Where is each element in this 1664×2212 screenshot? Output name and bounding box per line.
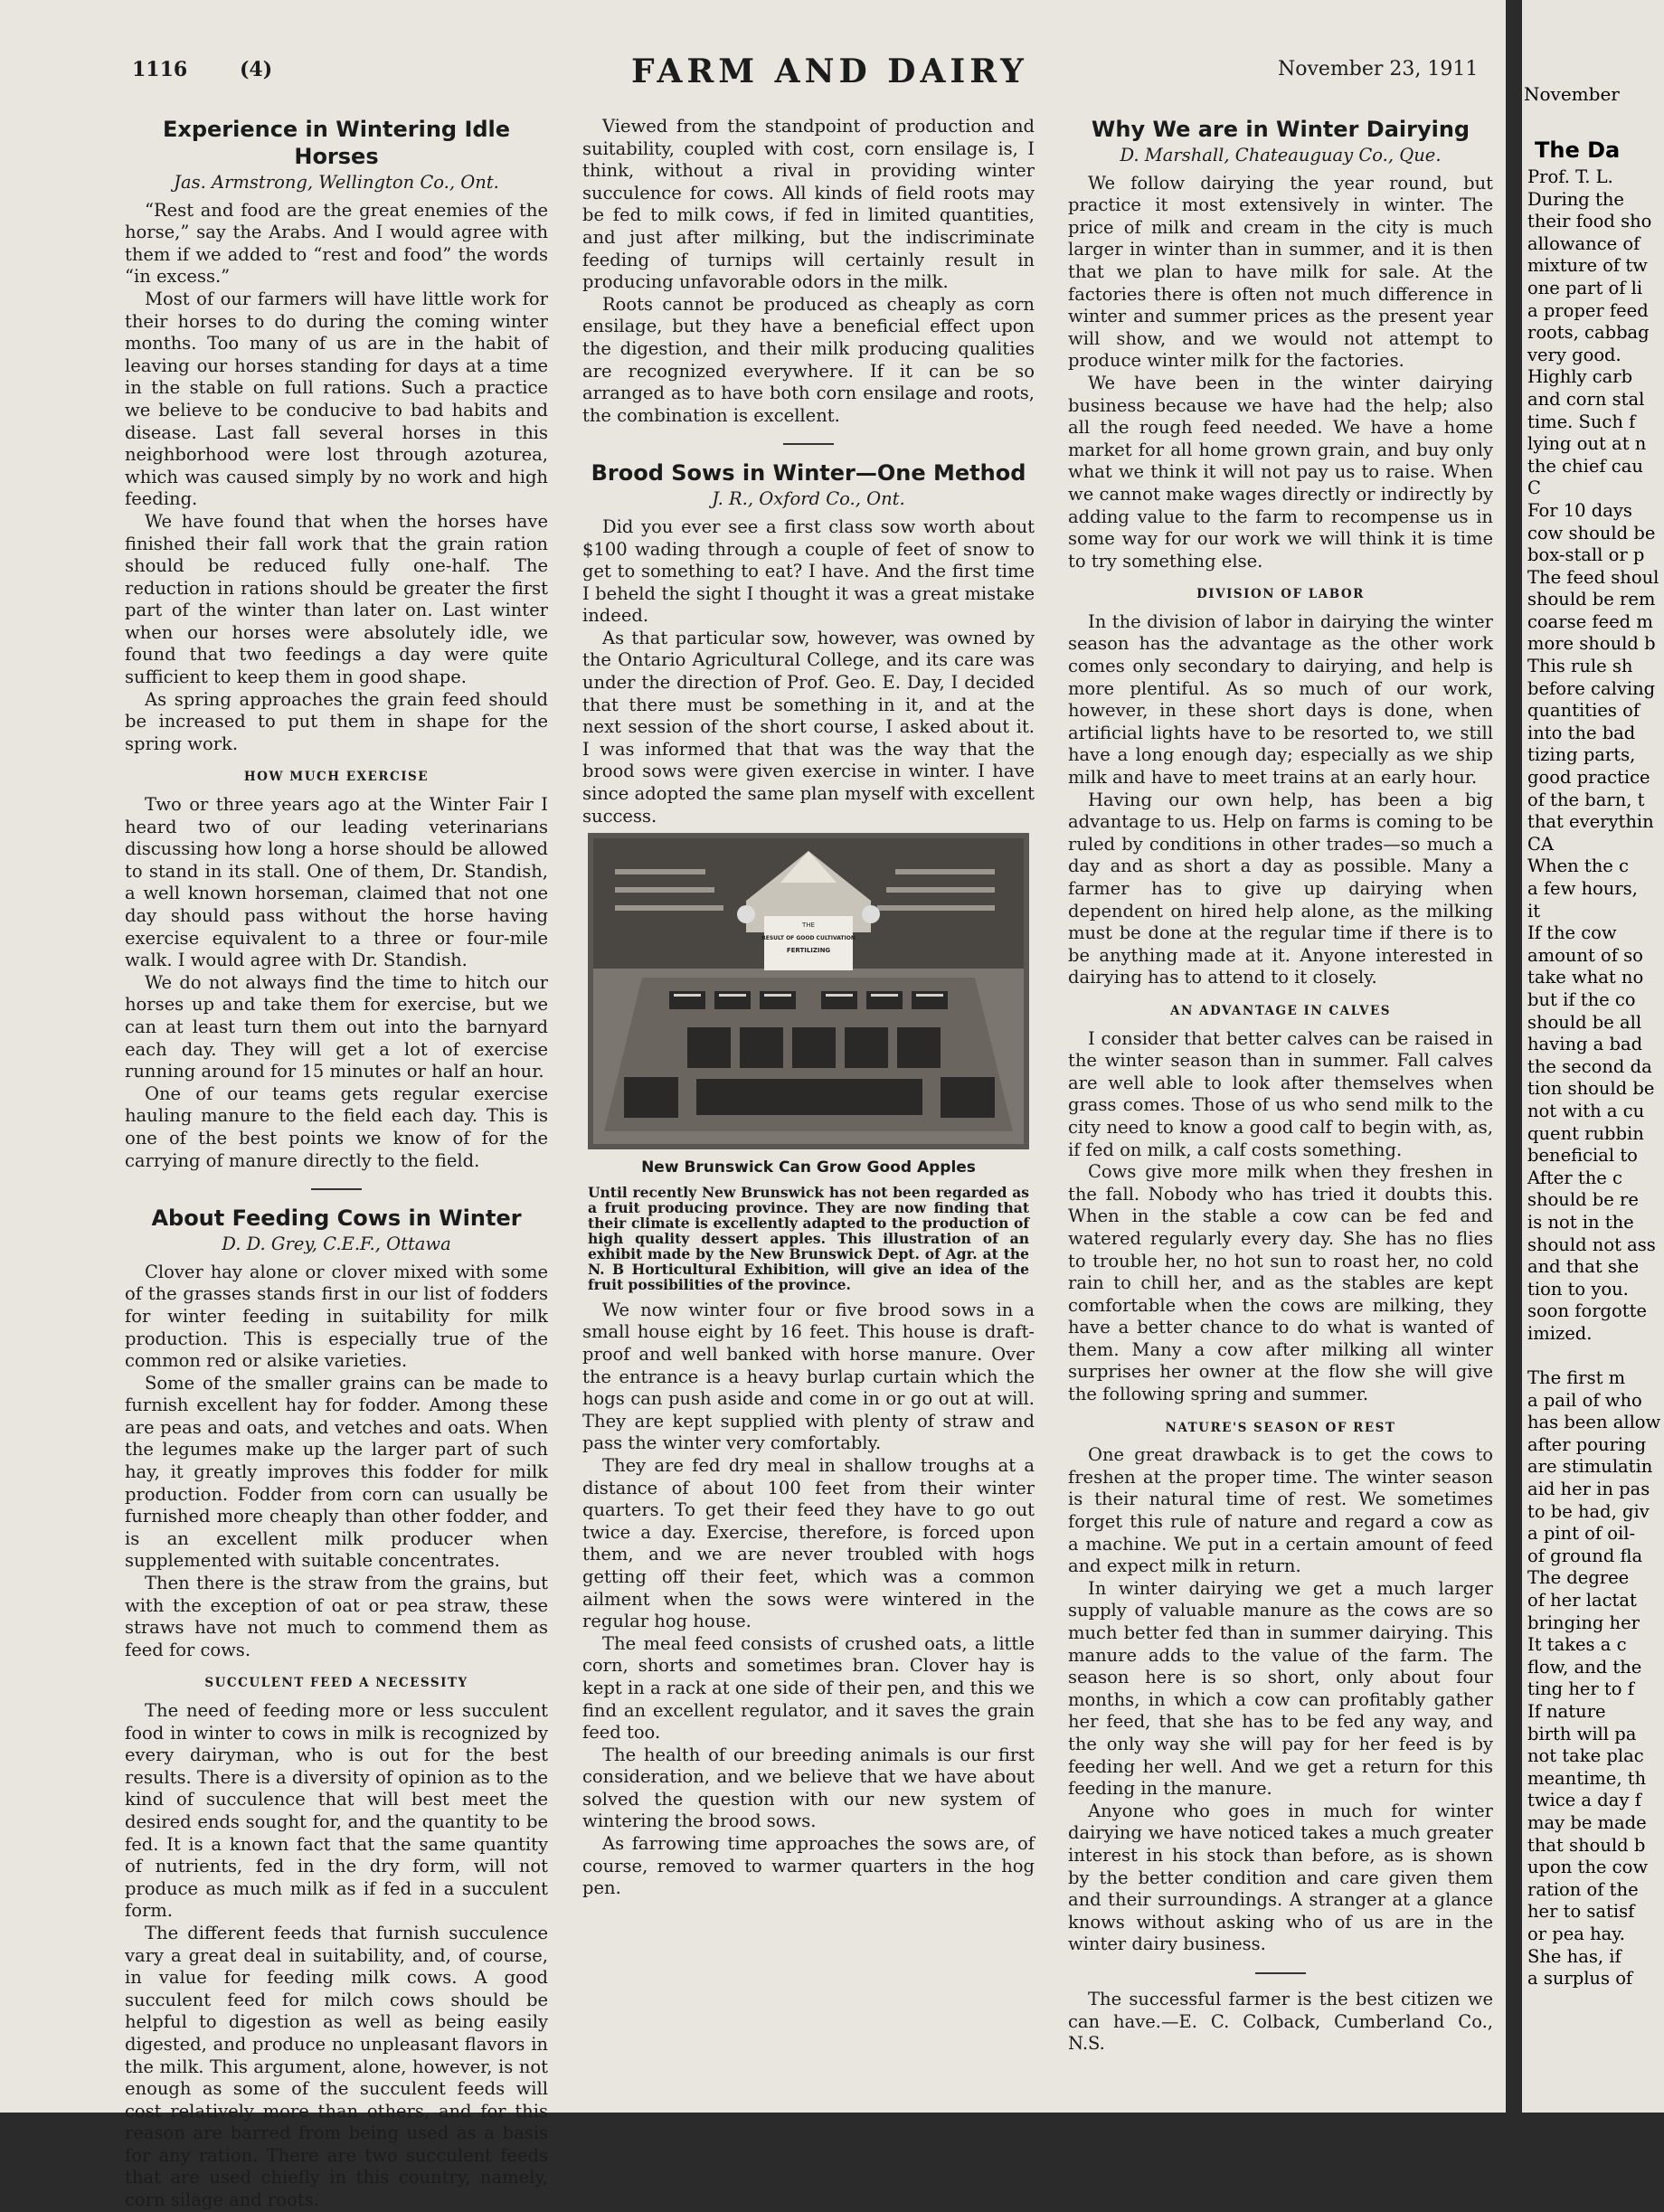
next-page-line: a proper feed [1527, 299, 1649, 321]
next-page-line: For 10 days [1527, 499, 1632, 521]
next-page-line: amount of so [1527, 944, 1643, 966]
next-page-line: time. Such f [1527, 411, 1636, 432]
next-page-line: should not ass [1527, 1234, 1656, 1255]
column-1 [125, 116, 548, 2211]
next-page-line: She has, if [1527, 1945, 1621, 1967]
paragraph: The need of feeding more or less succulent food in winter to cows in milk is recognized by every dairyman, who is out for the best results. There is a diversity of opinion as to the kind of succulence that will best meet the desired ends sought for, and the quantity to be fed. It is a known fact that the same quantity of nutrients, fed in the dry form, will not produce as much milk as if fed in a succulent form. [125, 1700, 548, 1922]
divider [1255, 1972, 1306, 1974]
next-page-line: of the barn, t [1527, 789, 1645, 810]
next-page-line: upon the cow [1527, 1857, 1649, 1878]
next-page-line: may be made [1527, 1811, 1647, 1833]
column-3 [1068, 116, 1493, 2087]
next-page-line: ting her to f [1527, 1678, 1634, 1700]
paragraph: As that particular sow, however, was owned by the Ontario Agricultural College, and its care was under the direction of Prof. Geo. E. Day, I decided that there must be something in it, and at the next session of the short course, I asked about it. I was informed that that was the way that the brood sows were given exercise in winter. I have since adopted the same plan myself with excellent success. [582, 627, 1035, 827]
byline: D. D. Grey, C.E.F., Ottawa [222, 1234, 451, 1255]
paragraph: Some of the smaller grains can be made to furnish excellent hay for fodder. Among these are peas and oats, and vetches and oats. When the legumes make up the larger part of such hay, it greatly improves this fodder for milk production. Fodder from corn can usually be furnished more cheaply than other fodder, and is an excellent milk producer when supplemented with suitable concentrates. [125, 1372, 548, 1572]
sign-line-3: FERTILIZING [786, 947, 831, 955]
next-page-line: of her lactat [1527, 1590, 1637, 1611]
paragraph: One of our teams gets regular exercise hauling manure to the field each day. This is one of the best points we know of for the carrying of manure directly to the field. [125, 1082, 548, 1171]
next-page-line: quantities of [1527, 700, 1640, 722]
paragraph: “Rest and food are the great enemies of the horse,” say the Arabs. And I would agree with them if we added to “rest and food” the words “in excess.” [125, 199, 548, 288]
paragraph: Two or three years ago at the Winter Fair I heard two of our leading veterinarians discussing how long a horse should be allowed to stand in its stall. One of them, Dr. Standish, a well known horseman, claimed that not one day should pass without the horse having exercise equivalent to a three or four-mile walk. I would agree with Dr. Standish. [125, 794, 548, 971]
next-page-line: bringing her [1527, 1612, 1640, 1633]
next-page-line: a surplus of [1527, 1968, 1633, 1990]
subheading: AN ADVANTAGE IN CALVES [1170, 1003, 1391, 1018]
paragraph: We have found that when the horses have finished their fall work that the grain ration should be reduced fully one-half. The reduction in rations should be greater the first part of the winter than later on. Last winter when our horses were absolutely idle, we found that two feedings a day were quite sufficient to keep them in good shape. [125, 510, 548, 688]
paragraph: One great drawback is to get the cows to freshen at the proper time. The winter season is their natural time of rest. We sometimes forget this rule of nature and regard a cow as a machine. We put in a certain amount of feed and expect milk in return. [1068, 1444, 1493, 1577]
next-page-line: allowance of [1527, 232, 1640, 254]
headline-feeding-cows: About Feeding Cows in Winter [151, 1205, 522, 1232]
next-page-line: birth will pa [1527, 1723, 1637, 1744]
paragraph: I consider that better calves can be raised in the winter season than in summer. Fall calves are well able to look after themselves when grass comes. Those of us who send milk to the city need to know a good calf to begin with, as, if fed on milk, a calf costs something. [1068, 1027, 1493, 1160]
next-page-line: C [1527, 477, 1541, 499]
byline: D. Marshall, Chateauguay Co., Que. [1120, 145, 1442, 165]
sign-line-2: RESULT OF GOOD CULTIVATION [761, 935, 856, 942]
paragraph: We now winter four or five brood sows in a small house eight by 16 feet. This house is draft-proof and well banked with horse manure. Over the entrance is a heavy burlap curtain which the hogs can push aside and come in or go out at will. They are kept supplied with plenty of straw and pass the winter very comfortably. [582, 1299, 1035, 1454]
paragraph: The health of our breeding animals is our first consideration, and we believe that we have about solved the question with our new system of wintering the brood sows. [582, 1744, 1035, 1832]
next-page-line: The degree [1527, 1567, 1630, 1589]
next-page-line: aid her in pas [1527, 1479, 1650, 1500]
next-page-lines [1527, 166, 1664, 1990]
paragraph: We have been in the winter dairying business because we have had the help; also all the rough feed needed. We have a home market for all home grown grain, and buy only what we think it will not pay us to raise. When we cannot make wages directly or indirectly by adding value to the farm to recompense us in some way for our work we will think it is time to try something else. [1068, 372, 1493, 572]
subheading: SUCCULENT FEED A NECESSITY [204, 1676, 468, 1691]
next-page-line: After the c [1527, 1167, 1622, 1188]
next-page-line: that should b [1527, 1834, 1646, 1856]
paragraph: In the division of labor in dairying the winter season has the advantage as the other work comes only secondary to dairying, and help is more plentiful. As so much of our work, however, in these short days is done, when artificial lights have to be resorted to, we still have a long enough day; especially as we ship milk and have to meet trains at an early hour. [1068, 610, 1493, 789]
next-page-line: take what no [1527, 967, 1644, 988]
next-page-line: of ground fla [1527, 1545, 1643, 1566]
paragraph: Most of our farmers will have little work for their horses to do during the coming winter months. Too many of us are in the habit of leaving our horses standing for days at a time in the stable on full rations. Such a practice we believe to be conducive to bad habits and disease. Last fall several horses in this neighborhood were lost through azoturea, which was caused simply by no work and high feeding. [125, 288, 548, 510]
paragraph: As spring approaches the grain feed should be increased to put them in shape for the spring work. [125, 688, 548, 754]
photo-caption-body: Until recently New Brunswick has not been regarded as a fruit producing province. They are now finding that their climate is excellently adapted to the production of high quality dessert apples. This illustration of an exhibit made by the New Brunswick Dept. of Agr. at the N. B Horticultural Exhibition, will give an idea of the fruit possibilities of the province. [588, 1183, 1029, 1293]
next-page-line: good practice [1527, 767, 1650, 789]
next-page-line: CA [1527, 833, 1555, 855]
next-page-line [1527, 1345, 1664, 1367]
paragraph: Clover hay alone or clover mixed with some of the grasses stands first in our list of fodders for winter feeding in suitability for milk production. This is especially true of the common red or alsike varieties. [125, 1261, 548, 1372]
next-page-line: are stimulatin [1527, 1456, 1653, 1478]
next-page-line: before calving [1527, 677, 1656, 699]
paragraph: The meal feed consists of crushed oats, a little corn, shorts and sometimes bran. Clover hay is kept in a rack at one side of their pen, and this we find an excellent regulator, and it saves the grain feed too. [582, 1632, 1035, 1744]
next-page-line: ration of the [1527, 1878, 1639, 1900]
next-page-line: When the c [1527, 855, 1629, 877]
section-number: (4) [240, 58, 273, 81]
next-page-line: imized. [1527, 1322, 1593, 1344]
subheading: HOW MUCH EXERCISE [243, 770, 430, 785]
next-page-edge [1522, 0, 1664, 2113]
next-page-line: a few hours, [1527, 878, 1638, 899]
next-page-line: very good. [1527, 344, 1621, 365]
sign-line-1: THE [802, 922, 815, 930]
page-number: 1116 [132, 58, 188, 81]
next-page-line: beneficial to [1527, 1145, 1638, 1167]
next-page-line: should be re [1527, 1189, 1639, 1211]
next-page-line: having a bad [1527, 1034, 1643, 1055]
next-page-line: should be all [1527, 1011, 1642, 1033]
next-page-line: a pail of who [1527, 1389, 1642, 1411]
paragraph: Having our own help, has been a big advantage to us. Help on farms is coming to be ruled by conditions in other trades—so much a day and as short a day as possible. Many a farmer has to give up dairying when dependent on hired help alone, as the milking must be done at the regular time if there is to be anything made at it. Anyone interested in dairying has to attend to it closely. [1068, 789, 1493, 988]
masthead-title: FARM AND DAIRY [631, 52, 1028, 90]
next-page-line: lying out at n [1527, 433, 1647, 455]
next-page-line: tion to you. [1527, 1278, 1629, 1300]
next-page-line: one part of li [1527, 277, 1643, 298]
subheading: NATURE'S SEASON OF REST [1165, 1420, 1396, 1435]
next-page-line: into the bad [1527, 722, 1636, 743]
paragraph: In winter dairying we get a much larger supply of valuable manure as the cows are so much better fed than in summer dairying. This manure adds to the value of the farm. The season here is so short, only about four months, in which a cow can profitably gather her feed, that she has to be fed any way, and the only way she will pay for her feed is by feeding her well. And we get a return for this feeding in the manure. [1068, 1577, 1493, 1800]
next-page-line: soon forgotte [1527, 1300, 1647, 1322]
paragraph: Anyone who goes in much for winter dairying we have noticed takes a much greater interest in his stock than before, as is shown by the better condition and care given them and their surroundings. A stranger at a glance knows without asking who of us are in the winter dairy business. [1068, 1800, 1493, 1955]
divider [311, 1188, 362, 1190]
next-page-line: is not in the [1527, 1211, 1634, 1233]
next-page-line: that everythin [1527, 811, 1654, 833]
next-page-line: to be had, giv [1527, 1500, 1650, 1522]
paragraph: We do not always find the time to hitch our horses up and take them for exercise, but we can at least turn them out into the barnyard each day. They will get a lot of exercise running around for 15 minutes or half an hour. [125, 971, 548, 1082]
byline: Jas. Armstrong, Wellington Co., Ont. [174, 172, 499, 193]
next-page-line: quent rubbin [1527, 1122, 1644, 1144]
paragraph: Cows give more milk when they freshen in the fall. Nobody who has tried it doubts this. When in the stable a cow can be fed and watered regularly every day. She has no flies to trouble her, no hot sun to roast her, no cold rain to chill her, and as the stables are kept comfortable when the cows are milking, they have a better chance to do what is wanted of them. Many a cow after milking all winter surprises her owner at the flow she will give the following spring and summer. [1068, 1161, 1493, 1405]
next-page-line: the chief cau [1527, 455, 1643, 477]
headline-brood-sows: Brood Sows in Winter—One Method [591, 460, 1026, 487]
next-page-line: her to satisf [1527, 1901, 1635, 1923]
next-page-line: Prof. T. L. [1527, 166, 1613, 187]
next-page-line: and that she [1527, 1256, 1640, 1278]
next-page-line: after pouring [1527, 1433, 1647, 1455]
next-page-line: tizing parts, [1527, 744, 1636, 766]
next-page-line: It takes a c [1527, 1634, 1627, 1656]
issue-date: November 23, 1911 [1278, 58, 1479, 80]
next-page-line: The feed shoul [1527, 566, 1659, 588]
next-page-line: If the cow [1527, 922, 1617, 944]
next-page-line: or pea hay. [1527, 1923, 1625, 1944]
divider [783, 443, 834, 445]
next-page-text [1527, 137, 1664, 1990]
next-page-line: During the [1527, 188, 1624, 210]
paragraph: We follow dairying the year round, but practice it most extensively in winter. The price of milk and cream in the city is much larger in winter than in summer, and it is then that we plan to have milk for sale. At the factories there is often not much difference in winter and summer prices as the present year will show, and we would not attempt to produce winter milk for the factories. [1068, 172, 1493, 372]
subheading: DIVISION OF LABOR [1196, 587, 1365, 602]
paragraph: Viewed from the standpoint of production and suitability, coupled with cost, corn ensilage is, I think, without a rival in providing winter succulence for cows. All kinds of field roots may be fed to milk cows, if fed in limited quantities, and just after milking, but the indiscriminate feeding of turnips will certainly result in producing unfavorable odors in the milk. [582, 116, 1035, 293]
next-page-line: should be rem [1527, 589, 1656, 610]
next-page-line: If nature [1527, 1700, 1606, 1722]
next-page-line: tion should be [1527, 1078, 1655, 1100]
next-page-line: it [1527, 900, 1541, 922]
paragraph: They are fed dry meal in shallow troughs at a distance of about 100 feet from their winter quarters. To get their feed they have to go out twice a day. Exercise, therefore, is forced upon them, and we are never troubled with hogs getting off their feet, which was a common ailment when the sows were wintered in the regular hog house. [582, 1454, 1035, 1632]
next-page-line: coarse feed m [1527, 610, 1653, 632]
photo-caption-title: New Brunswick Can Grow Good Apples [641, 1158, 976, 1177]
next-page-line: mixture of tw [1527, 255, 1648, 277]
next-page-line: has been allow [1527, 1412, 1661, 1433]
next-page-line: roots, cabbag [1527, 322, 1650, 344]
next-page-date: November [1524, 83, 1620, 105]
headline-idle-horses: Experience in Wintering Idle Horses [162, 117, 511, 169]
next-page-headline: The Da [1535, 137, 1621, 163]
next-page-line: flow, and the [1527, 1656, 1642, 1678]
paragraph: Did you ever see a first class sow worth about $100 wading through a couple of feet of snow to get to something to eat? I have. And the first time I beheld the sight I thought it was a great mistake indeed. [582, 515, 1035, 627]
closing-quote: The successful farmer is the best citizen we can have.—E. C. Colback, Cumberland Co., N.S. [1068, 1988, 1493, 2055]
byline: J. R., Oxford Co., Ont. [712, 488, 905, 510]
next-page-line: a pint of oil- [1527, 1523, 1636, 1545]
next-page-line: This rule sh [1527, 656, 1633, 677]
paragraph: As farrowing time approaches the sows are, of course, removed to warmer quarters in the hog pen. [582, 1833, 1035, 1899]
apple-exhibit-photo [588, 833, 1029, 1149]
next-page-line: box-stall or p [1527, 544, 1645, 566]
next-page-line: meantime, th [1527, 1767, 1647, 1789]
headline-winter-dairying: Why We are in Winter Dairying [1091, 117, 1470, 142]
next-page-line: more should b [1527, 633, 1656, 655]
column-2 [582, 116, 1035, 2087]
next-page-line: but if the co [1527, 988, 1636, 1010]
next-page-line: not with a cu [1527, 1100, 1645, 1121]
next-page-line: and corn stal [1527, 388, 1645, 410]
next-page-line: Highly carb [1527, 366, 1633, 388]
next-page-line: the second da [1527, 1055, 1652, 1077]
paragraph: Then there is the straw from the grains, but with the exception of oat or pea straw, these straws have not much to commend them as feed for cows. [125, 1573, 548, 1660]
next-page-line: The first m [1527, 1367, 1626, 1389]
next-page-line: not take plac [1527, 1745, 1644, 1767]
paragraph: Roots cannot be produced as cheaply as corn ensilage, but they have a beneficial effect upon the digestion, and their milk producing qualities are recognized everywhere. If it can be so arranged as to have both corn ensilage and roots, the combination is excellent. [582, 293, 1035, 426]
next-page-line: twice a day f [1527, 1790, 1641, 1811]
next-page-line: cow should be [1527, 522, 1656, 544]
next-page-line: their food sho [1527, 211, 1652, 232]
paragraph: The different feeds that furnish succulence vary a great deal in suitability, and, of course, in value for feeding milk cows. A good succulent feed for milch cows should be helpful to digestion as well as being easily digested, and produce no unpleasant flavors in the milk. This argument, alone, however, is not enough as some of the succulent feeds will cost relatively more than others, and for this reason are barred from being used as a basis for any ration. There are two succulent feeds that are used chiefly in this country, namely, corn silage and roots. [125, 1922, 548, 2211]
